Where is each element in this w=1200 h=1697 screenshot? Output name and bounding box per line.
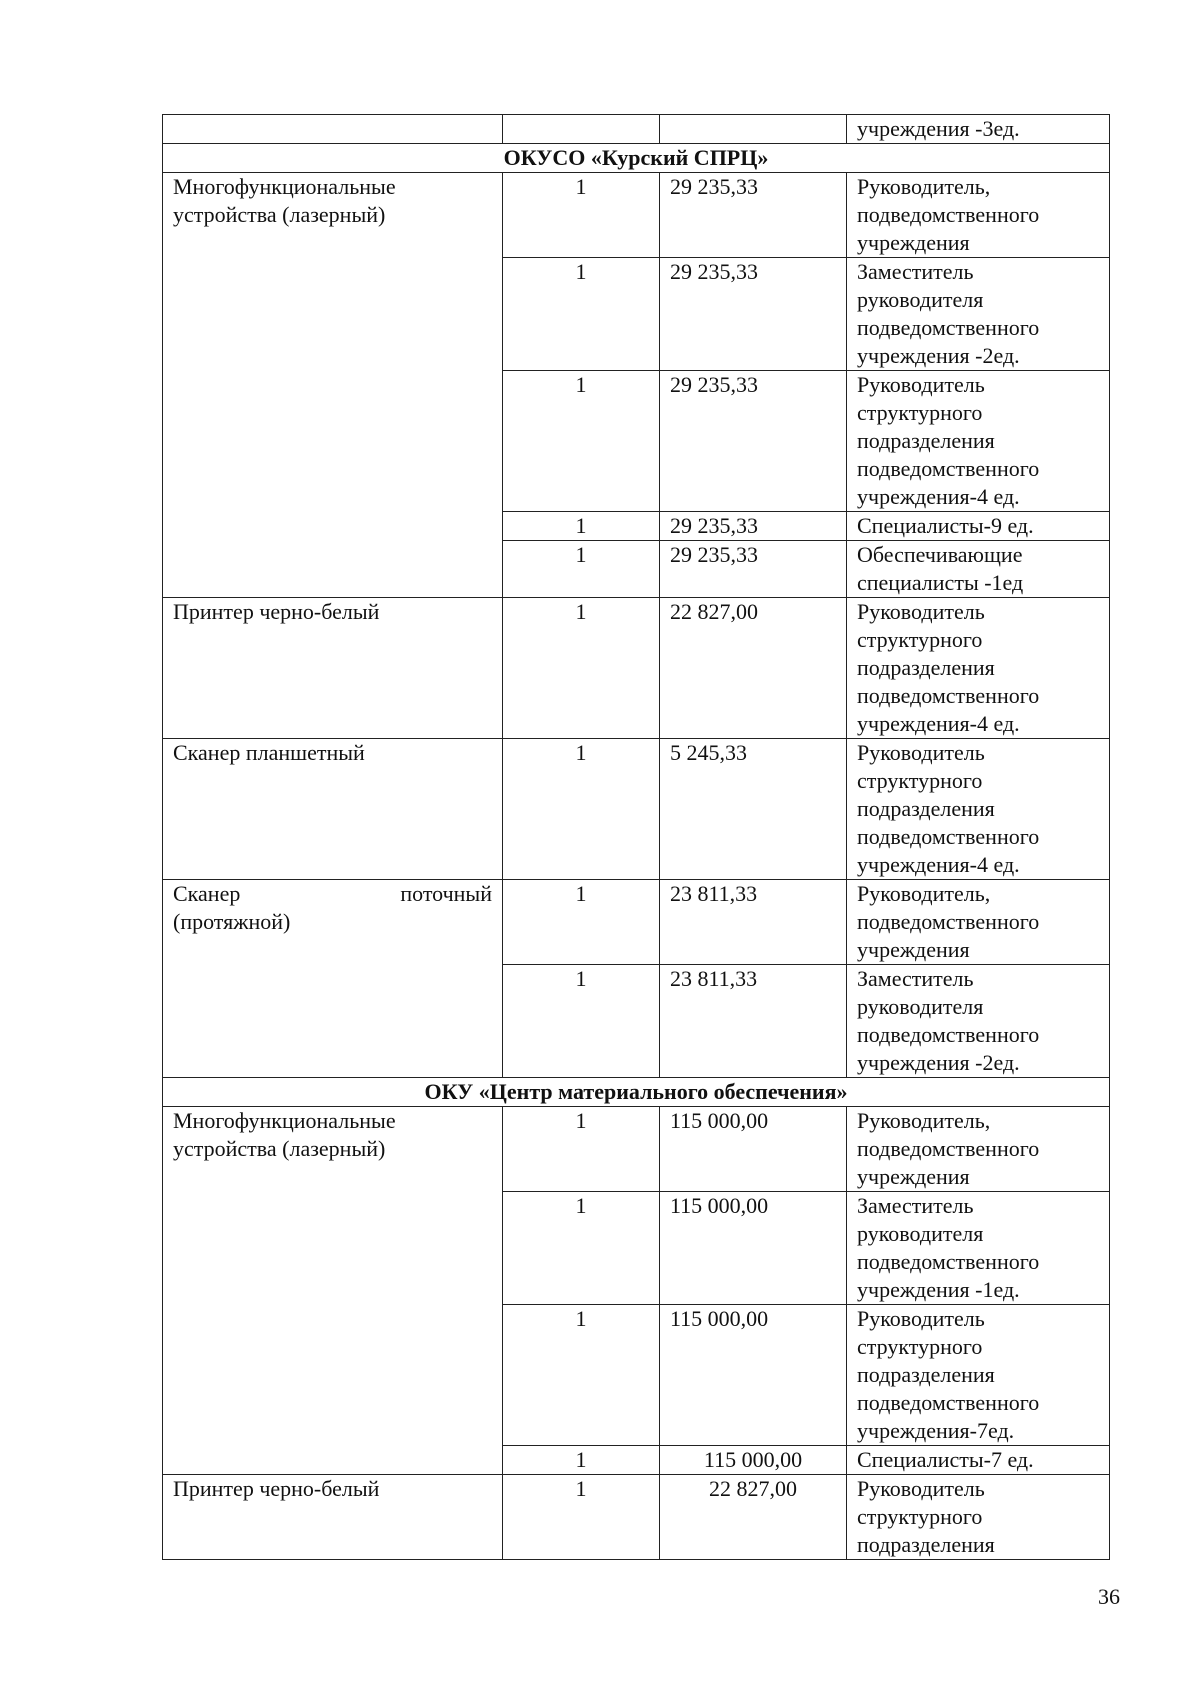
price-cell: 115 000,00 — [660, 1446, 847, 1475]
position-cell: Специалисты-7 ед. — [847, 1446, 1110, 1475]
position-cell: Руководитель, подведомственного учреждения — [847, 1107, 1110, 1192]
position-cell: Руководитель структурного подразделения подведомственного учреждения-4 ед. — [847, 371, 1110, 512]
position-cell: Обеспечивающие специалисты -1ед — [847, 541, 1110, 598]
price-cell: 115 000,00 — [660, 1192, 847, 1305]
table-row — [163, 598, 1110, 739]
equipment-name-cell — [163, 115, 503, 144]
price-cell: 29 235,33 — [660, 541, 847, 598]
price-cell: 22 827,00 — [660, 598, 847, 739]
equipment-name-line — [173, 880, 492, 908]
equipment-name-word: поточный — [400, 881, 492, 906]
position-cell: учреждения -3ед. — [847, 115, 1110, 144]
equipment-name-line: (протяжной) — [173, 909, 291, 934]
price-cell: 29 235,33 — [660, 512, 847, 541]
position-cell: Руководитель, подведомственного учреждения — [847, 173, 1110, 258]
price-cell: 22 827,00 — [660, 1475, 847, 1560]
quantity-cell: 1 — [503, 598, 660, 739]
quantity-cell: 1 — [503, 258, 660, 371]
price-cell: 23 811,33 — [660, 965, 847, 1078]
equipment-name-cell: Многофункциональные устройства (лазерный) — [163, 173, 503, 598]
quantity-cell: 1 — [503, 1192, 660, 1305]
table-row — [163, 1475, 1110, 1560]
position-cell: Специалисты-9 ед. — [847, 512, 1110, 541]
section-header-row — [163, 1078, 1110, 1107]
table-row — [163, 173, 1110, 258]
quantity-cell: 1 — [503, 371, 660, 512]
quantity-cell: 1 — [503, 1107, 660, 1192]
price-cell: 23 811,33 — [660, 880, 847, 965]
section-title: ОКУ «Центр материального обеспечения» — [163, 1078, 1110, 1107]
quantity-cell: 1 — [503, 880, 660, 965]
position-cell: Заместитель руководителя подведомственного учреждения -1ед. — [847, 1192, 1110, 1305]
position-cell: Руководитель структурного подразделения подведомственного учреждения-7ед. — [847, 1305, 1110, 1446]
price-cell: 29 235,33 — [660, 371, 847, 512]
quantity-cell — [503, 115, 660, 144]
price-cell — [660, 115, 847, 144]
quantity-cell: 1 — [503, 1446, 660, 1475]
quantity-cell: 1 — [503, 1475, 660, 1560]
section-header-row — [163, 144, 1110, 173]
position-cell: Руководитель структурного подразделения подведомственного учреждения-4 ед. — [847, 598, 1110, 739]
equipment-name-cell: Принтер черно-белый — [163, 598, 503, 739]
position-cell: Руководитель структурного подразделения подведомственного учреждения-4 ед. — [847, 739, 1110, 880]
table-row — [163, 115, 1110, 144]
price-cell: 29 235,33 — [660, 173, 847, 258]
quantity-cell: 1 — [503, 512, 660, 541]
price-cell: 115 000,00 — [660, 1305, 847, 1446]
price-cell: 5 245,33 — [660, 739, 847, 880]
quantity-cell: 1 — [503, 541, 660, 598]
quantity-cell: 1 — [503, 965, 660, 1078]
quantity-cell: 1 — [503, 739, 660, 880]
section-title: ОКУСО «Курский СПРЦ» — [163, 144, 1110, 173]
quantity-cell: 1 — [503, 1305, 660, 1446]
price-cell: 29 235,33 — [660, 258, 847, 371]
position-cell: Заместитель руководителя подведомственного учреждения -2ед. — [847, 965, 1110, 1078]
equipment-name-cell: Принтер черно-белый — [163, 1475, 503, 1560]
position-cell: Руководитель структурного подразделения — [847, 1475, 1110, 1560]
equipment-name-cell: Сканер планшетный — [163, 739, 503, 880]
table-row — [163, 739, 1110, 880]
page-number: 36 — [1098, 1584, 1120, 1609]
equipment-name-cell: Многофункциональные устройства (лазерный) — [163, 1107, 503, 1475]
equipment-norms-table — [162, 114, 1110, 1560]
quantity-cell: 1 — [503, 173, 660, 258]
table-row — [163, 880, 1110, 965]
equipment-name-cell — [163, 880, 503, 1078]
position-cell: Руководитель, подведомственного учреждения — [847, 880, 1110, 965]
table-row — [163, 1107, 1110, 1192]
price-cell: 115 000,00 — [660, 1107, 847, 1192]
position-cell: Заместитель руководителя подведомственного учреждения -2ед. — [847, 258, 1110, 371]
equipment-name-word: Сканер — [173, 881, 241, 906]
